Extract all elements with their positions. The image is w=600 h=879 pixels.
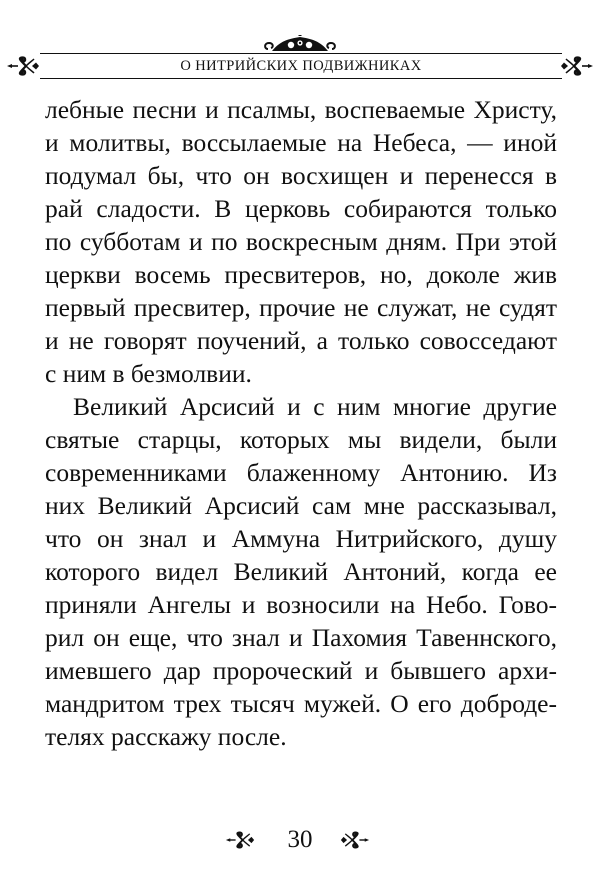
- page-footer: [0, 825, 600, 855]
- right-fleuron-icon: [340, 830, 370, 850]
- top-scroll-ornament-icon: [262, 35, 338, 53]
- text-line: по субботам и по воскресным дням. При этой: [45, 227, 557, 256]
- text-line: мандритом трех тысяч мужей. О его доброде-: [45, 689, 557, 718]
- text-line: и не говорят поучений, а только совосседают: [45, 326, 557, 355]
- text-line: имевшего дар пророческий и бывшего архи-: [45, 656, 557, 685]
- text-line: с ним в безмолвии.: [45, 359, 252, 388]
- text-line: лебные песни и псалмы, воспеваемые Христу,: [45, 95, 557, 124]
- text-line: телях расскажу после.: [45, 722, 287, 751]
- header-rule-bottom: [40, 78, 562, 79]
- text-line: них Великий Арсисий сам мне рассказывал,: [45, 491, 557, 520]
- text-line: современниками блаженному Антонию. Из: [45, 458, 557, 487]
- right-fleuron-icon: [560, 56, 594, 76]
- text-line: подумал бы, что он восхищен и перенесся в: [45, 161, 557, 190]
- left-fleuron-icon: [6, 56, 40, 76]
- running-header: [0, 30, 600, 90]
- page-number: 30: [287, 826, 313, 853]
- paragraph-2: [45, 390, 557, 753]
- text-line: святые старцы, которых мы видели, были: [45, 425, 557, 454]
- body-text: [45, 93, 557, 753]
- text-line: рай сладости. В церковь собираются только: [45, 194, 557, 223]
- text-line: рил он еще, что знал и Пахомия Тавеннского,: [45, 623, 557, 652]
- text-line: церкви восемь пресвитеров, но, доколе жив: [45, 260, 557, 289]
- text-line: что он знал и Аммуна Нитрийского, душу: [45, 524, 557, 553]
- text-line: приняли Ангелы и возносили на Небо. Гово-: [45, 590, 557, 619]
- left-fleuron-icon: [225, 830, 255, 850]
- running-title: О НИТРИЙСКИХ ПОДВИЖНИКАХ: [180, 58, 422, 74]
- paragraph-1: [45, 93, 557, 390]
- text-line: которого видел Великий Антоний, когда ее: [45, 557, 557, 586]
- text-line: и молитвы, воссылаемые на Небеса, — иной: [45, 128, 557, 157]
- text-line: первый пресвитер, прочие не служат, не судят: [45, 293, 557, 322]
- header-rule-top: [40, 53, 562, 54]
- text-line: Великий Арсисий и с ним многие другие: [73, 392, 557, 421]
